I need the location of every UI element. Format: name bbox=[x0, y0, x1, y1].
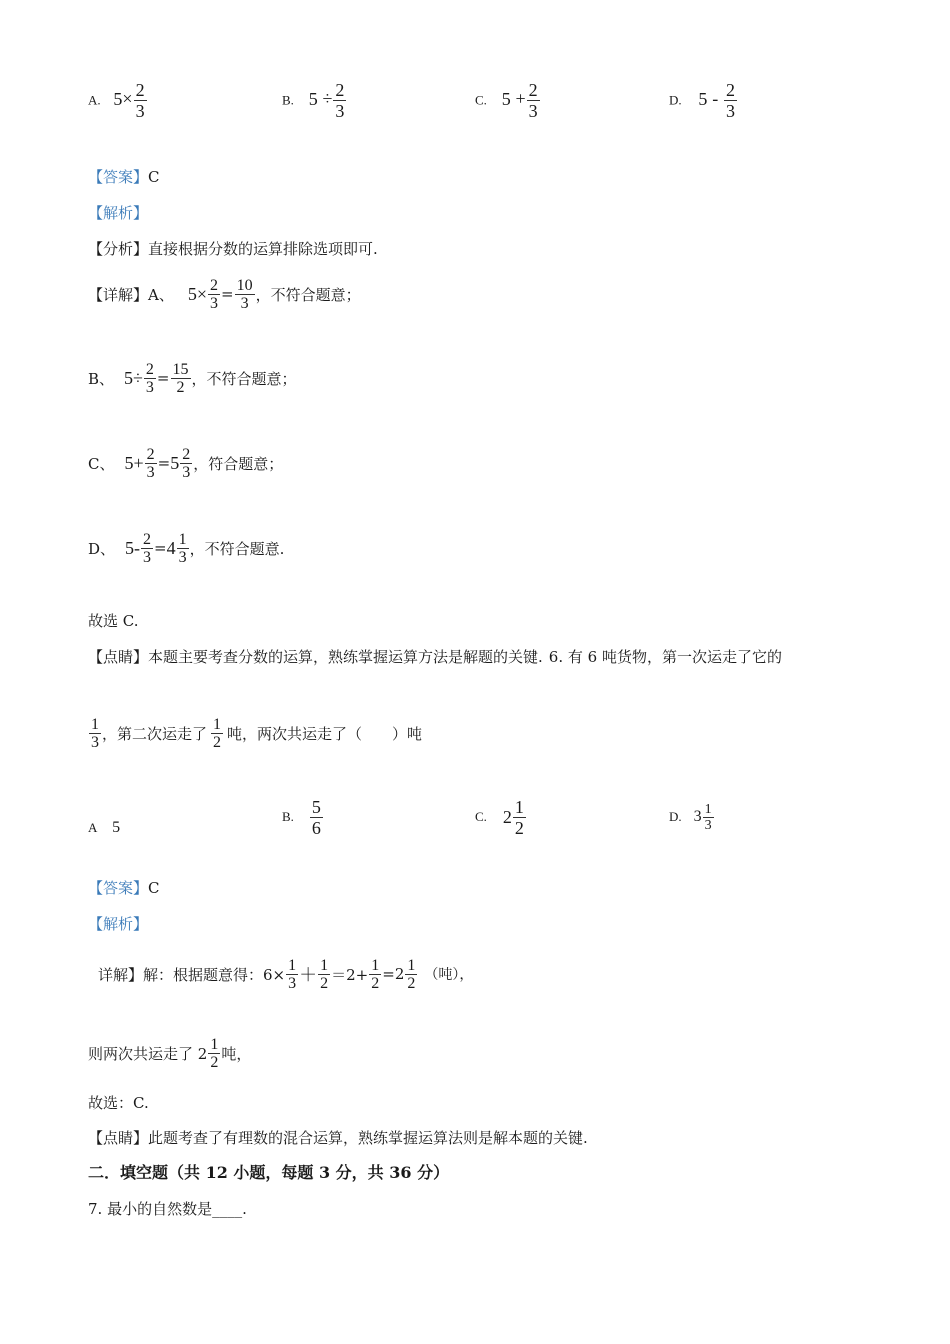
equals-sign: = bbox=[221, 285, 234, 303]
q5-option-d bbox=[669, 80, 738, 121]
option-whole: 5 bbox=[308, 88, 318, 109]
fraction-denominator: 2 bbox=[210, 1053, 219, 1071]
fraction-numerator: 2 bbox=[725, 80, 735, 100]
fraction-numerator: 1 bbox=[704, 801, 712, 817]
detail-tail: ，不符合题意. bbox=[189, 539, 285, 558]
option-fraction bbox=[724, 80, 737, 121]
plus-sign: ＋ bbox=[299, 965, 318, 985]
q5-option-a bbox=[88, 80, 148, 121]
fraction-numerator: 10 bbox=[236, 276, 253, 294]
result-fraction bbox=[180, 446, 192, 481]
result-whole: 5 bbox=[170, 452, 180, 473]
result-fraction bbox=[235, 277, 255, 312]
fraction-numerator: 1 bbox=[210, 1035, 219, 1053]
q6-detail bbox=[98, 944, 473, 1004]
detail-tail: ，不符合题意； bbox=[191, 369, 297, 388]
option-fraction bbox=[527, 80, 540, 121]
answer-value: C bbox=[148, 168, 160, 186]
q5-option-b bbox=[282, 80, 347, 121]
fraction-denominator: 3 bbox=[528, 101, 538, 121]
option-fraction bbox=[513, 797, 526, 838]
fraction-denominator: 3 bbox=[210, 294, 218, 312]
result-tail: 吨， bbox=[221, 1044, 252, 1063]
fraction-denominator: 3 bbox=[335, 101, 345, 121]
q5-detail-a bbox=[88, 268, 361, 320]
option-label: A bbox=[88, 820, 98, 835]
detail-label: B、 bbox=[88, 369, 115, 388]
result-whole: 4 bbox=[166, 537, 176, 558]
equals-sign: = bbox=[154, 539, 167, 557]
q6-stem-line2 bbox=[88, 706, 422, 760]
q5-answer bbox=[88, 166, 160, 187]
detail-tail: ，不符合题意； bbox=[255, 285, 361, 304]
q5-dianjing-line bbox=[88, 646, 782, 667]
fraction-denominator: 3 bbox=[178, 548, 187, 566]
detail-tail: （吨）， bbox=[424, 967, 474, 983]
q6-option-b bbox=[282, 792, 324, 842]
option-fraction bbox=[333, 80, 346, 121]
q6-option-c bbox=[475, 792, 527, 842]
fraction-denominator: 3 bbox=[725, 101, 735, 121]
q5-detail-d bbox=[88, 522, 284, 574]
q6-answer bbox=[88, 877, 160, 898]
fraction-numerator: 2 bbox=[210, 276, 218, 294]
equals-sign: = bbox=[157, 454, 171, 472]
fraction-numerator: 2 bbox=[182, 445, 191, 463]
q6-option-d bbox=[669, 794, 715, 840]
fraction-numerator: 2 bbox=[143, 530, 152, 548]
expr-operator: + bbox=[133, 452, 144, 473]
q6-stem-start: 6. 有 6 吨货物，第一次运走了它的 bbox=[548, 648, 782, 666]
fraction-denominator: 6 bbox=[311, 817, 321, 838]
q6-choose: 故选：C. bbox=[88, 1094, 149, 1112]
detail-fraction-4 bbox=[405, 957, 417, 992]
detail-tag: 【详解】A、 bbox=[88, 285, 174, 304]
fraction-numerator: 1 bbox=[91, 715, 99, 733]
detail-fraction-2 bbox=[318, 957, 330, 992]
q6-result bbox=[88, 1028, 251, 1078]
option-value: 5 bbox=[112, 819, 121, 836]
fraction-denominator: 2 bbox=[213, 733, 222, 751]
result-prefix: 则两次共运走了 2 bbox=[88, 1044, 208, 1063]
option-label: A. bbox=[88, 92, 101, 108]
q5-fenxi: 【分析】直接根据分数的运算排除选项即可. bbox=[88, 240, 378, 258]
fraction-numerator: 5 bbox=[311, 796, 321, 817]
expr-fraction bbox=[144, 361, 156, 396]
fraction-numerator: 2 bbox=[135, 80, 145, 100]
detail-label: D、 bbox=[88, 539, 116, 558]
expr-whole: 5 bbox=[187, 283, 197, 304]
fraction-denominator: 3 bbox=[288, 974, 297, 992]
fraction-denominator: 3 bbox=[135, 101, 145, 121]
expr-operator: ÷ bbox=[133, 367, 143, 388]
q6-dianjing: 【点睛】此题考查了有理数的混合运算，熟练掌握运算法则是解本题的关键. bbox=[88, 1129, 588, 1147]
equals-part-2: =2 bbox=[382, 965, 405, 983]
option-label: B. bbox=[282, 92, 294, 108]
q5-choose: 故选 C. bbox=[88, 612, 139, 630]
expr-fraction bbox=[141, 531, 153, 566]
expr-whole: 5 bbox=[125, 537, 135, 558]
expr-whole: 5 bbox=[124, 452, 134, 473]
fraction-numerator: 1 bbox=[371, 956, 380, 974]
q5-option-c bbox=[475, 80, 541, 121]
detail-prefix: 详解】解：根据题意得：6× bbox=[98, 965, 286, 984]
fraction-denominator: 2 bbox=[371, 974, 380, 992]
equals-sign: = bbox=[156, 369, 170, 387]
q5-detail-c bbox=[88, 437, 283, 489]
fraction-numerator: 1 bbox=[407, 956, 416, 974]
option-operator: + bbox=[515, 88, 526, 109]
option-whole: 5 bbox=[501, 88, 511, 109]
expr-fraction bbox=[208, 277, 220, 312]
detail-tail: ，符合题意； bbox=[193, 454, 284, 473]
section-2-title: 二．填空题（共 12 小题，每题 3 分，共 36 分） bbox=[88, 1163, 450, 1182]
option-label: B. bbox=[282, 809, 294, 824]
fraction-denominator: 2 bbox=[320, 974, 329, 992]
fraction-numerator: 2 bbox=[145, 360, 154, 378]
detail-fraction-1 bbox=[286, 957, 298, 992]
answer-value: C bbox=[148, 879, 160, 897]
option-label: D. bbox=[669, 92, 682, 108]
stem-fraction-2 bbox=[211, 716, 223, 751]
option-whole: 3 bbox=[693, 808, 702, 825]
stem-end: 吨，两次共运走了（ ）吨 bbox=[227, 724, 423, 743]
fraction-numerator: 1 bbox=[514, 796, 524, 817]
answer-tag: 【答案】 bbox=[88, 168, 149, 186]
fraction-denominator: 3 bbox=[143, 548, 152, 566]
expr-fraction bbox=[145, 446, 157, 481]
option-operator: - bbox=[712, 88, 719, 109]
fraction-denominator: 2 bbox=[407, 974, 416, 992]
detail-fraction-3 bbox=[369, 957, 381, 992]
q5-detail-b bbox=[88, 352, 297, 404]
result-fraction bbox=[171, 361, 191, 396]
stem-mid: ，第二次运走了 bbox=[102, 724, 208, 743]
result-fraction bbox=[208, 1036, 220, 1071]
expr-operator: - bbox=[134, 537, 141, 558]
expr-operator: × bbox=[196, 283, 207, 304]
option-label: C. bbox=[475, 92, 487, 108]
fraction-numerator: 1 bbox=[213, 715, 222, 733]
fraction-numerator: 1 bbox=[288, 956, 297, 974]
fraction-denominator: 3 bbox=[145, 378, 154, 396]
option-label: C. bbox=[475, 809, 487, 824]
fraction-numerator: 15 bbox=[172, 360, 189, 378]
option-fraction bbox=[134, 80, 147, 121]
fraction-denominator: 2 bbox=[176, 378, 185, 396]
option-operator: × bbox=[122, 88, 133, 109]
q5-dianjing: 【点睛】本题主要考查分数的运算，熟练掌握运算方法是解题的关键. bbox=[88, 648, 543, 666]
fraction-numerator: 1 bbox=[178, 530, 187, 548]
option-label: D. bbox=[669, 809, 682, 824]
equals-part-1: ＝2+ bbox=[331, 965, 369, 984]
option-fraction bbox=[703, 802, 714, 833]
fraction-denominator: 3 bbox=[91, 733, 99, 751]
fraction-denominator: 2 bbox=[514, 817, 524, 838]
q6-analysis-tag: 【解析】 bbox=[88, 915, 149, 933]
result-fraction bbox=[177, 531, 189, 566]
option-fraction bbox=[310, 797, 323, 838]
expr-whole: 5 bbox=[124, 367, 134, 388]
q5-analysis-tag: 【解析】 bbox=[88, 204, 149, 222]
stem-fraction-1 bbox=[89, 716, 101, 751]
detail-label: C、 bbox=[88, 454, 115, 473]
fraction-numerator: 2 bbox=[146, 445, 155, 463]
fraction-numerator: 2 bbox=[528, 80, 538, 100]
fraction-numerator: 1 bbox=[320, 956, 329, 974]
fraction-denominator: 3 bbox=[704, 817, 712, 833]
fraction-denominator: 3 bbox=[182, 463, 191, 481]
option-whole: 5 bbox=[698, 88, 708, 109]
option-whole: 2 bbox=[502, 806, 512, 827]
option-operator: ÷ bbox=[322, 88, 333, 109]
q7-text: 7. 最小的自然数是____. bbox=[88, 1200, 247, 1218]
answer-tag: 【答案】 bbox=[88, 879, 149, 897]
fraction-numerator: 2 bbox=[335, 80, 345, 100]
q6-option-a bbox=[88, 818, 120, 837]
option-whole: 5 bbox=[113, 88, 123, 109]
fraction-denominator: 3 bbox=[240, 294, 249, 312]
fraction-denominator: 3 bbox=[146, 463, 155, 481]
